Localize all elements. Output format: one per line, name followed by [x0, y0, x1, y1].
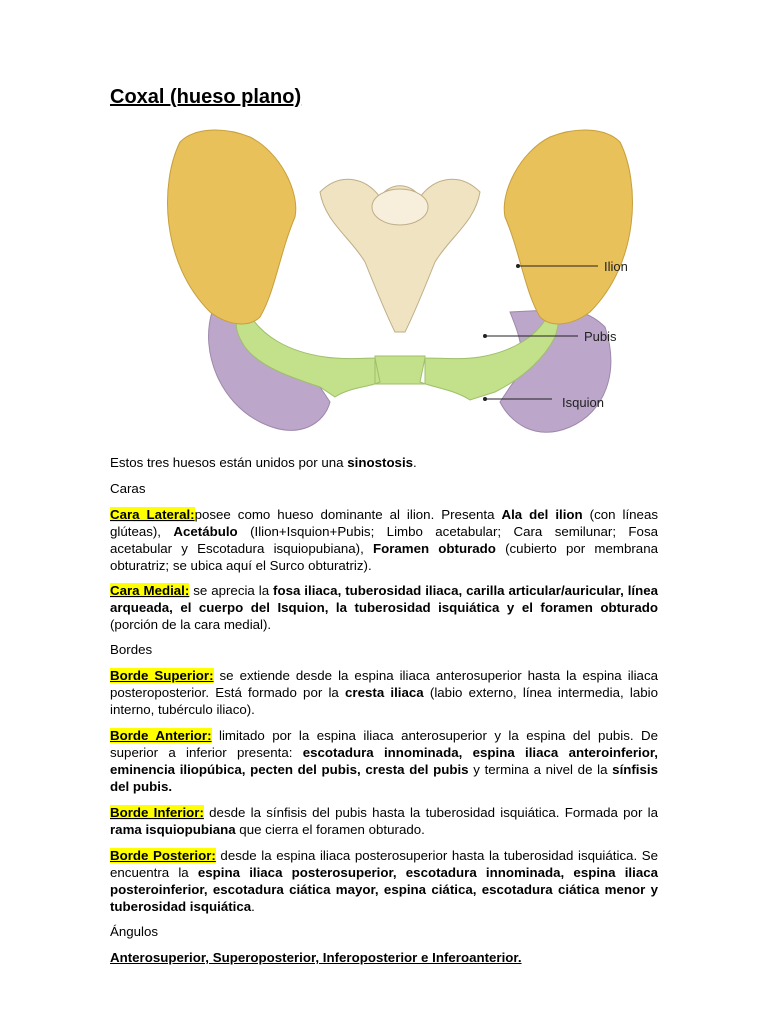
ilion-left-shape — [168, 130, 296, 324]
borde-inferior-paragraph: Borde Inferior: desde la sínfisis del pubis hasta la tuberosidad isquiática. Formada por la rama isquiopubiana que cierra el foramen obturado. — [110, 805, 658, 837]
borde-superior-label: Borde Superior: — [110, 668, 214, 683]
bordes-heading: Bordes — [110, 642, 153, 657]
isquion-leader-dot — [483, 397, 487, 401]
borde-superior-paragraph: Borde Superior: se extiende desde la espina iliaca anterosuperior hasta la espina iliaca posteroposterior. Está formado por la cresta iliaca (labio externo, línea intermedia, labio interno, tubérculo iliaco). — [110, 668, 659, 717]
intro-paragraph: Estos tres huesos están unidos por una sinostosis. — [110, 455, 417, 470]
borde-anterior-paragraph: Borde Anterior: limitado por la espina iliaca anterosuperior y la espina del pubis. De superior a inferior presenta: escotadura innominada, espina iliaca anteroinferior, eminencia iliopúbica, pecten del pubis, cresta del pubis y termina a nivel de la sínfisis del pubis. — [110, 728, 658, 794]
pubis-leader-dot — [483, 334, 487, 338]
ilion-right-shape — [504, 130, 632, 324]
angulos-list: Anterosuperior, Superoposterior, Inferoposterior e Inferoanterior. — [110, 950, 522, 965]
borde-posterior-paragraph: Borde Posterior: desde la espina iliaca posterosuperior hasta la tuberosidad isquiática. Se encuentra la espina iliaca posterosuperior, escotadura innominada, espina iliaca posteroinferior, escotadura ciática mayor, espina ciática, escotadura ciática menor y tuberosidad isquiática. — [110, 848, 659, 914]
cara-medial-paragraph: Cara Medial: se aprecia la fosa iliaca, tuberosidad iliaca, carilla articular/auricular, línea arqueada, el cuerpo del Isquion, la tuberosidad isquiática y el foramen obturado (porción de la cara medial). — [110, 583, 658, 632]
ilion-leader-dot — [516, 264, 520, 268]
caras-heading: Caras — [110, 481, 146, 496]
pelvis-svg — [150, 122, 650, 452]
borde-posterior-label: Borde Posterior: — [110, 848, 216, 863]
isquion-label: Isquion — [562, 395, 604, 410]
cara-medial-label: Cara Medial: — [110, 583, 190, 598]
sacral-canal-shape — [372, 189, 428, 225]
cara-lateral-paragraph: Cara Lateral:posee como hueso dominante al ilion. Presenta Ala del ilion (con líneas glúteas), Acetábulo (Ilion+Isquion+Pubis; Limbo acetabular; Cara semilunar; Fosa acetabular y Escotadura isquiopubiana), Foramen obturado (cubierto por membrana obturatriz; se ubica aquí el Surco obturatriz). — [110, 507, 658, 573]
cara-lateral-label: Cara Lateral: — [110, 507, 195, 522]
pubis-label: Pubis — [584, 329, 617, 344]
ilion-label: Ilion — [604, 259, 628, 274]
pelvis-illustration — [150, 122, 650, 452]
page-title: Coxal (hueso plano) — [110, 86, 302, 108]
angulos-heading: Ángulos — [110, 924, 159, 939]
borde-anterior-label: Borde Anterior: — [110, 728, 212, 743]
borde-inferior-label: Borde Inferior: — [110, 805, 204, 820]
